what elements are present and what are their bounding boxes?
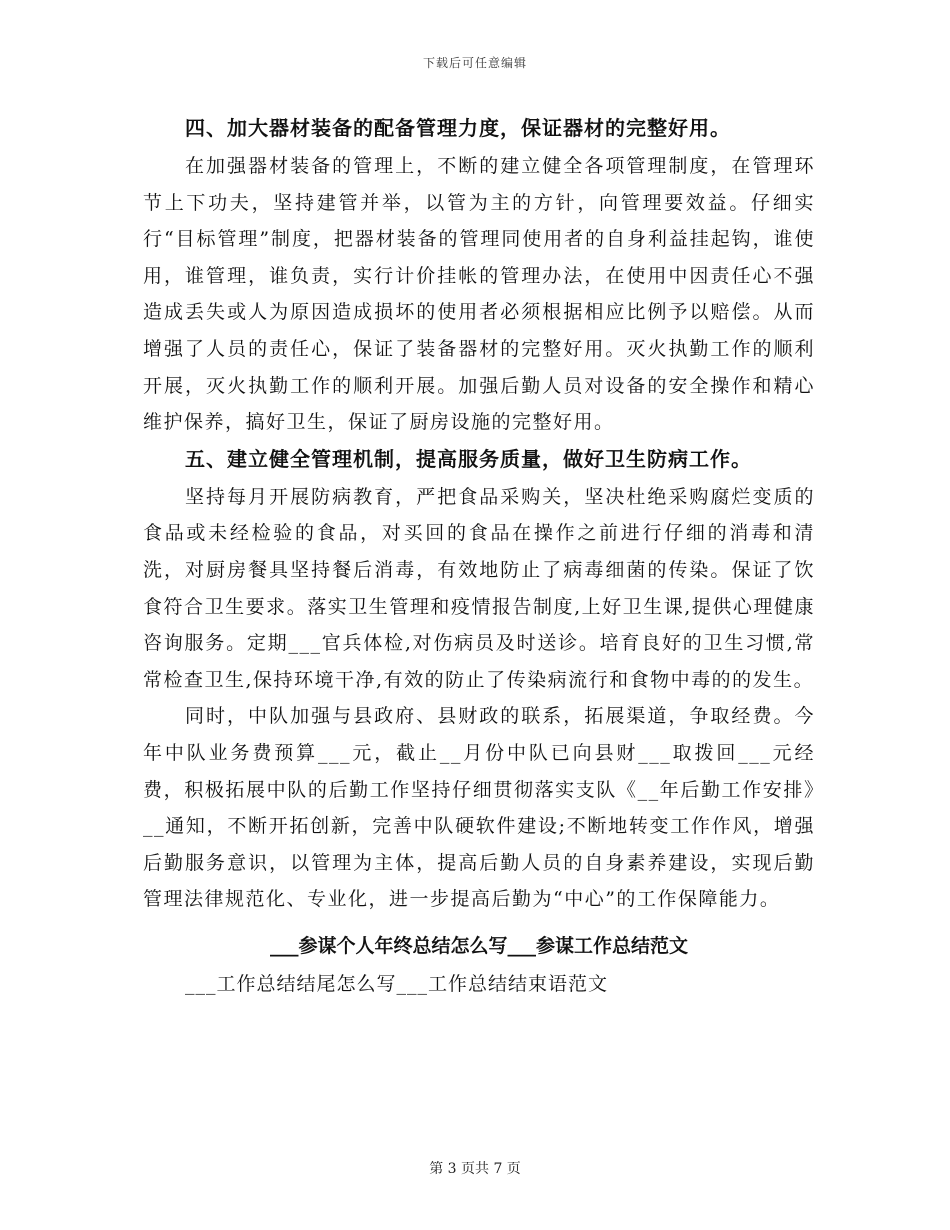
- header-note: 下载后可任意编辑: [422, 56, 527, 70]
- section-heading-4: 四、加大器材装备的配备管理力度，保证器材的完整好用。: [185, 116, 731, 140]
- document-body: [143, 110, 815, 1004]
- related-article-title: ___参谋个人年终总结怎么写___参谋工作总结范文: [269, 934, 688, 957]
- section-4-paragraph-1: 在加强器材装备的管理上，不断的建立健全各项管理制度，在管理环节上下功夫，坚持建管并举，以管为主的方针，向管理要效益。仔细实行“目标管理”制度，把器材装备的管理同使用者的自身利益挂起钩，谁使用，谁管理，谁负责，实行计价挂帐的管理办法，在使用中因责任心不强造成丢失或人为原因造成损坏的使用者必须根据相应比例予以赔偿。从而增强了人员的责任心，保证了装备器材的完整好用。灭火执勤工作的顺利开展，灭火执勤工作的顺利开展。加强后勤人员对设备的安全操作和精心维护保养，搞好卫生，保证了厨房设施的完整好用。: [143, 155, 815, 434]
- section-5-paragraph-1: 坚持每月开展防病教育，严把食品采购关，坚决杜绝采购腐烂变质的食品或未经检验的食品，对买回的食品在操作之前进行仔细的消毒和清洗，对厨房餐具坚持餐后消毒，有效地防止了病毒细菌的传染。保证了饮食符合卫生要求。落实卫生管理和疫情报告制度,上好卫生课,提供心理健康咨询服务。定期___官兵体检,对伤病员及时送诊。培育良好的卫生习惯,常常检查卫生,保持环境干净,有效的防止了传染病流行和食物中毒的的发生。: [143, 485, 815, 691]
- page-number: 第 3 页共 7 页: [429, 1161, 521, 1177]
- related-article-subtitle: ___工作总结结尾怎么写___工作总结结束语范文: [185, 972, 609, 995]
- section-5-paragraph-2: 同时，中队加强与县政府、县财政的联系，拓展渠道，争取经费。今年中队业务费预算___元，截止__月份中队已向县财___取拨回___元经费，积极拓展中队的后勤工作坚持仔细贯彻落实支队《__年后勤工作安排》__通知，不断开拓创新，完善中队硬软件建设;不断地转变工作作风，增强后勤服务意识，以管理为主体，提高后勤人员的自身素养建设，实现后勤管理法律规范化、专业化，进一步提高后勤为“中心”的工作保障能力。: [143, 705, 815, 911]
- section-heading-5: 五、建立健全管理机制，提高服务质量，做好卫生防病工作。: [185, 446, 752, 471]
